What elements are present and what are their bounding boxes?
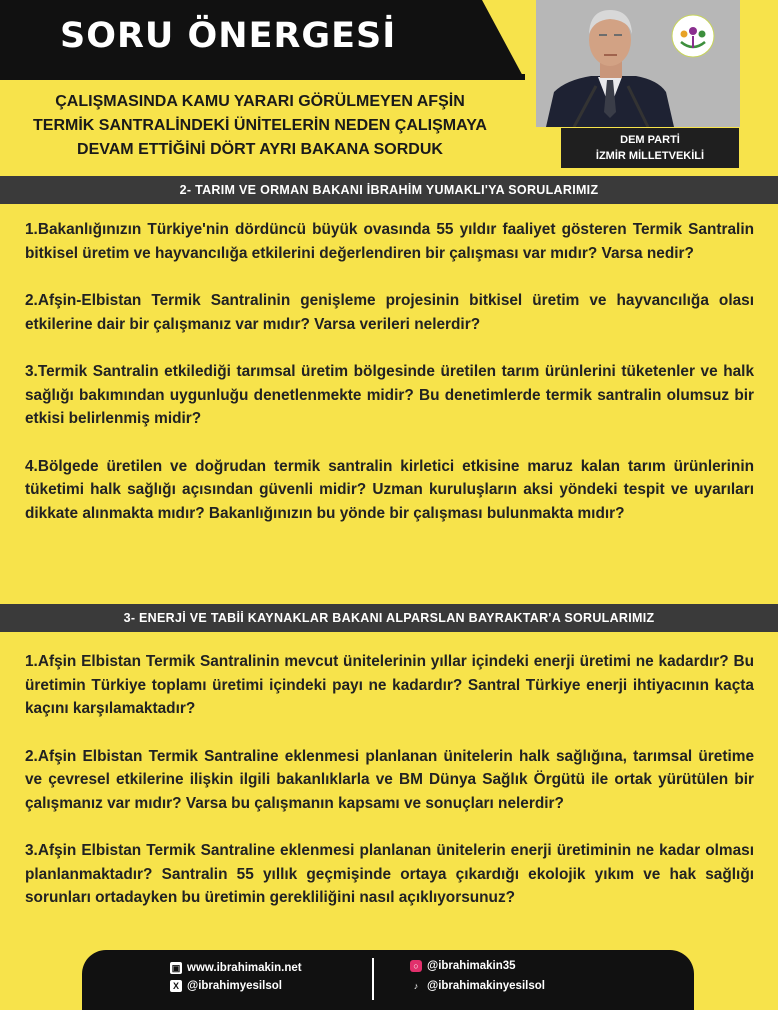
question-item: 3.Afşin Elbistan Termik Santraline eklenmesi planlanan ünitelerin enerji üretiminin ne kadar olması planlanmaktadır? Santralin 55 yıllık geçmişinde ortaya çıkardığı ekolojik yıkım ve hak sağlığı sorunları ortadayken bu üretimin gerekliliğini nasıl açıklıyorsunuz? bbox=[25, 842, 754, 906]
footer-website[interactable] bbox=[170, 962, 302, 974]
subtitle bbox=[0, 90, 520, 162]
website-link[interactable]: www.ibrahimakin.net bbox=[187, 962, 302, 974]
globe-icon: ▣ bbox=[171, 963, 181, 973]
mp-role: İZMİR MİLLETVEKİLİ bbox=[595, 150, 705, 162]
question-item: 4.Bölgede üretilen ve doğrudan termik santralin kirletici etkisine maruz kalan tarım ürünlerinin tüketimi halk sağlığı açısından güvenli midir? Uzman kuruluşların aksi yöndeki tespit ve uyarıları dikkate alınmakta mıdır? Bakanlığınızın bu yönde bir çalışması bulunmakta mıdır? bbox=[25, 457, 754, 522]
section-heading-energy: 3- ENERJİ VE TABİİ KAYNAKLAR BAKANI ALPARSLAN BAYRAKTAR'A SORULARIMIZ bbox=[0, 604, 778, 632]
x-twitter-icon: X bbox=[170, 980, 182, 992]
section-questions-energy bbox=[25, 650, 754, 934]
tiktok-handle[interactable]: @ibrahimakinyesilsol bbox=[427, 980, 545, 992]
question-item: 2.Afşin-Elbistan Termik Santralinin genişleme projesinin bitkisel üretim ve hayvancılığa olası etkilerine dair bir çalışmanız var mıdır? Varsa verileri nelerdir? bbox=[25, 292, 754, 333]
question-item: 1.Bakanlığınızın Türkiye'nin dördüncü büyük ovasında 55 yıldır faaliyet gösteren Termik Santralin bitkisel üretim ve hayvancılığa etkilerini değerlendiren bir çalışması var mıdır? Varsa nedir? bbox=[25, 221, 754, 262]
footer-tiktok[interactable] bbox=[410, 980, 545, 992]
section-heading-agriculture: 2- TARIM VE ORMAN BAKANI İBRAHİM YUMAKLI'YA SORULARIMIZ bbox=[0, 176, 778, 204]
footer-divider bbox=[372, 958, 374, 1000]
party-logo bbox=[668, 12, 718, 66]
mp-party: DEM PARTİ bbox=[620, 134, 680, 146]
footer-twitter[interactable] bbox=[170, 980, 282, 992]
question-item: 3.Termik Santralin etkilediği tarımsal üretim bölgesinde üretilen tarım ürünlerini tüketenler ve halk sağlığı bakımından uygunluğu denetlenmekte midir? Bu denetimlerde termik santralin olumsuz bir etkisi belirlenmiş midir? bbox=[25, 363, 754, 427]
instagram-icon: ○ bbox=[410, 960, 422, 972]
question-item: 1.Afşin Elbistan Termik Santralinin mevcut ünitelerinin yıllar içindeki enerji üretimi ne kadardır? Bu üretimin Türkiye toplamı üretimi içindeki payı ne kadardır? Santral Türkiye enerji ihtiyacının kaçta kaçını karşılamaktadır? bbox=[25, 653, 754, 717]
subtitle-line: ÇALIŞMASINDA KAMU YARARI GÖRÜLMEYEN AFŞİN bbox=[55, 93, 465, 110]
subtitle-line: TERMİK SANTRALİNDEKİ ÜNİTELERİN NEDEN ÇALIŞMAYA bbox=[33, 117, 487, 134]
instagram-handle[interactable]: @ibrahimakin35 bbox=[427, 960, 516, 972]
twitter-handle[interactable]: @ibrahimyesilsol bbox=[187, 980, 282, 992]
section-questions-agriculture bbox=[25, 218, 754, 549]
tiktok-icon: ♪ bbox=[410, 980, 422, 992]
mp-label bbox=[561, 128, 739, 168]
question-item: 2.Afşin Elbistan Termik Santraline eklenmesi planlanan ünitelerin halk sağlığına, tarımsal üretime ve çevresel etkilerine ilişkin ilgili bakanlıklarla ve BM Dünya Sağlık Örgütü ile ortak yürütülen bir çalışmanız var mıdır? Varsa bu çalışmanın kapsamı ve sonuçları nelerdir? bbox=[25, 747, 754, 812]
subtitle-line: DEVAM ETTİĞİNİ DÖRT AYRI BAKANA SORDUK bbox=[77, 141, 443, 158]
title-banner bbox=[0, 0, 525, 80]
page-title: SORU ÖNERGESİ bbox=[60, 16, 397, 56]
footer-instagram[interactable] bbox=[410, 960, 516, 972]
